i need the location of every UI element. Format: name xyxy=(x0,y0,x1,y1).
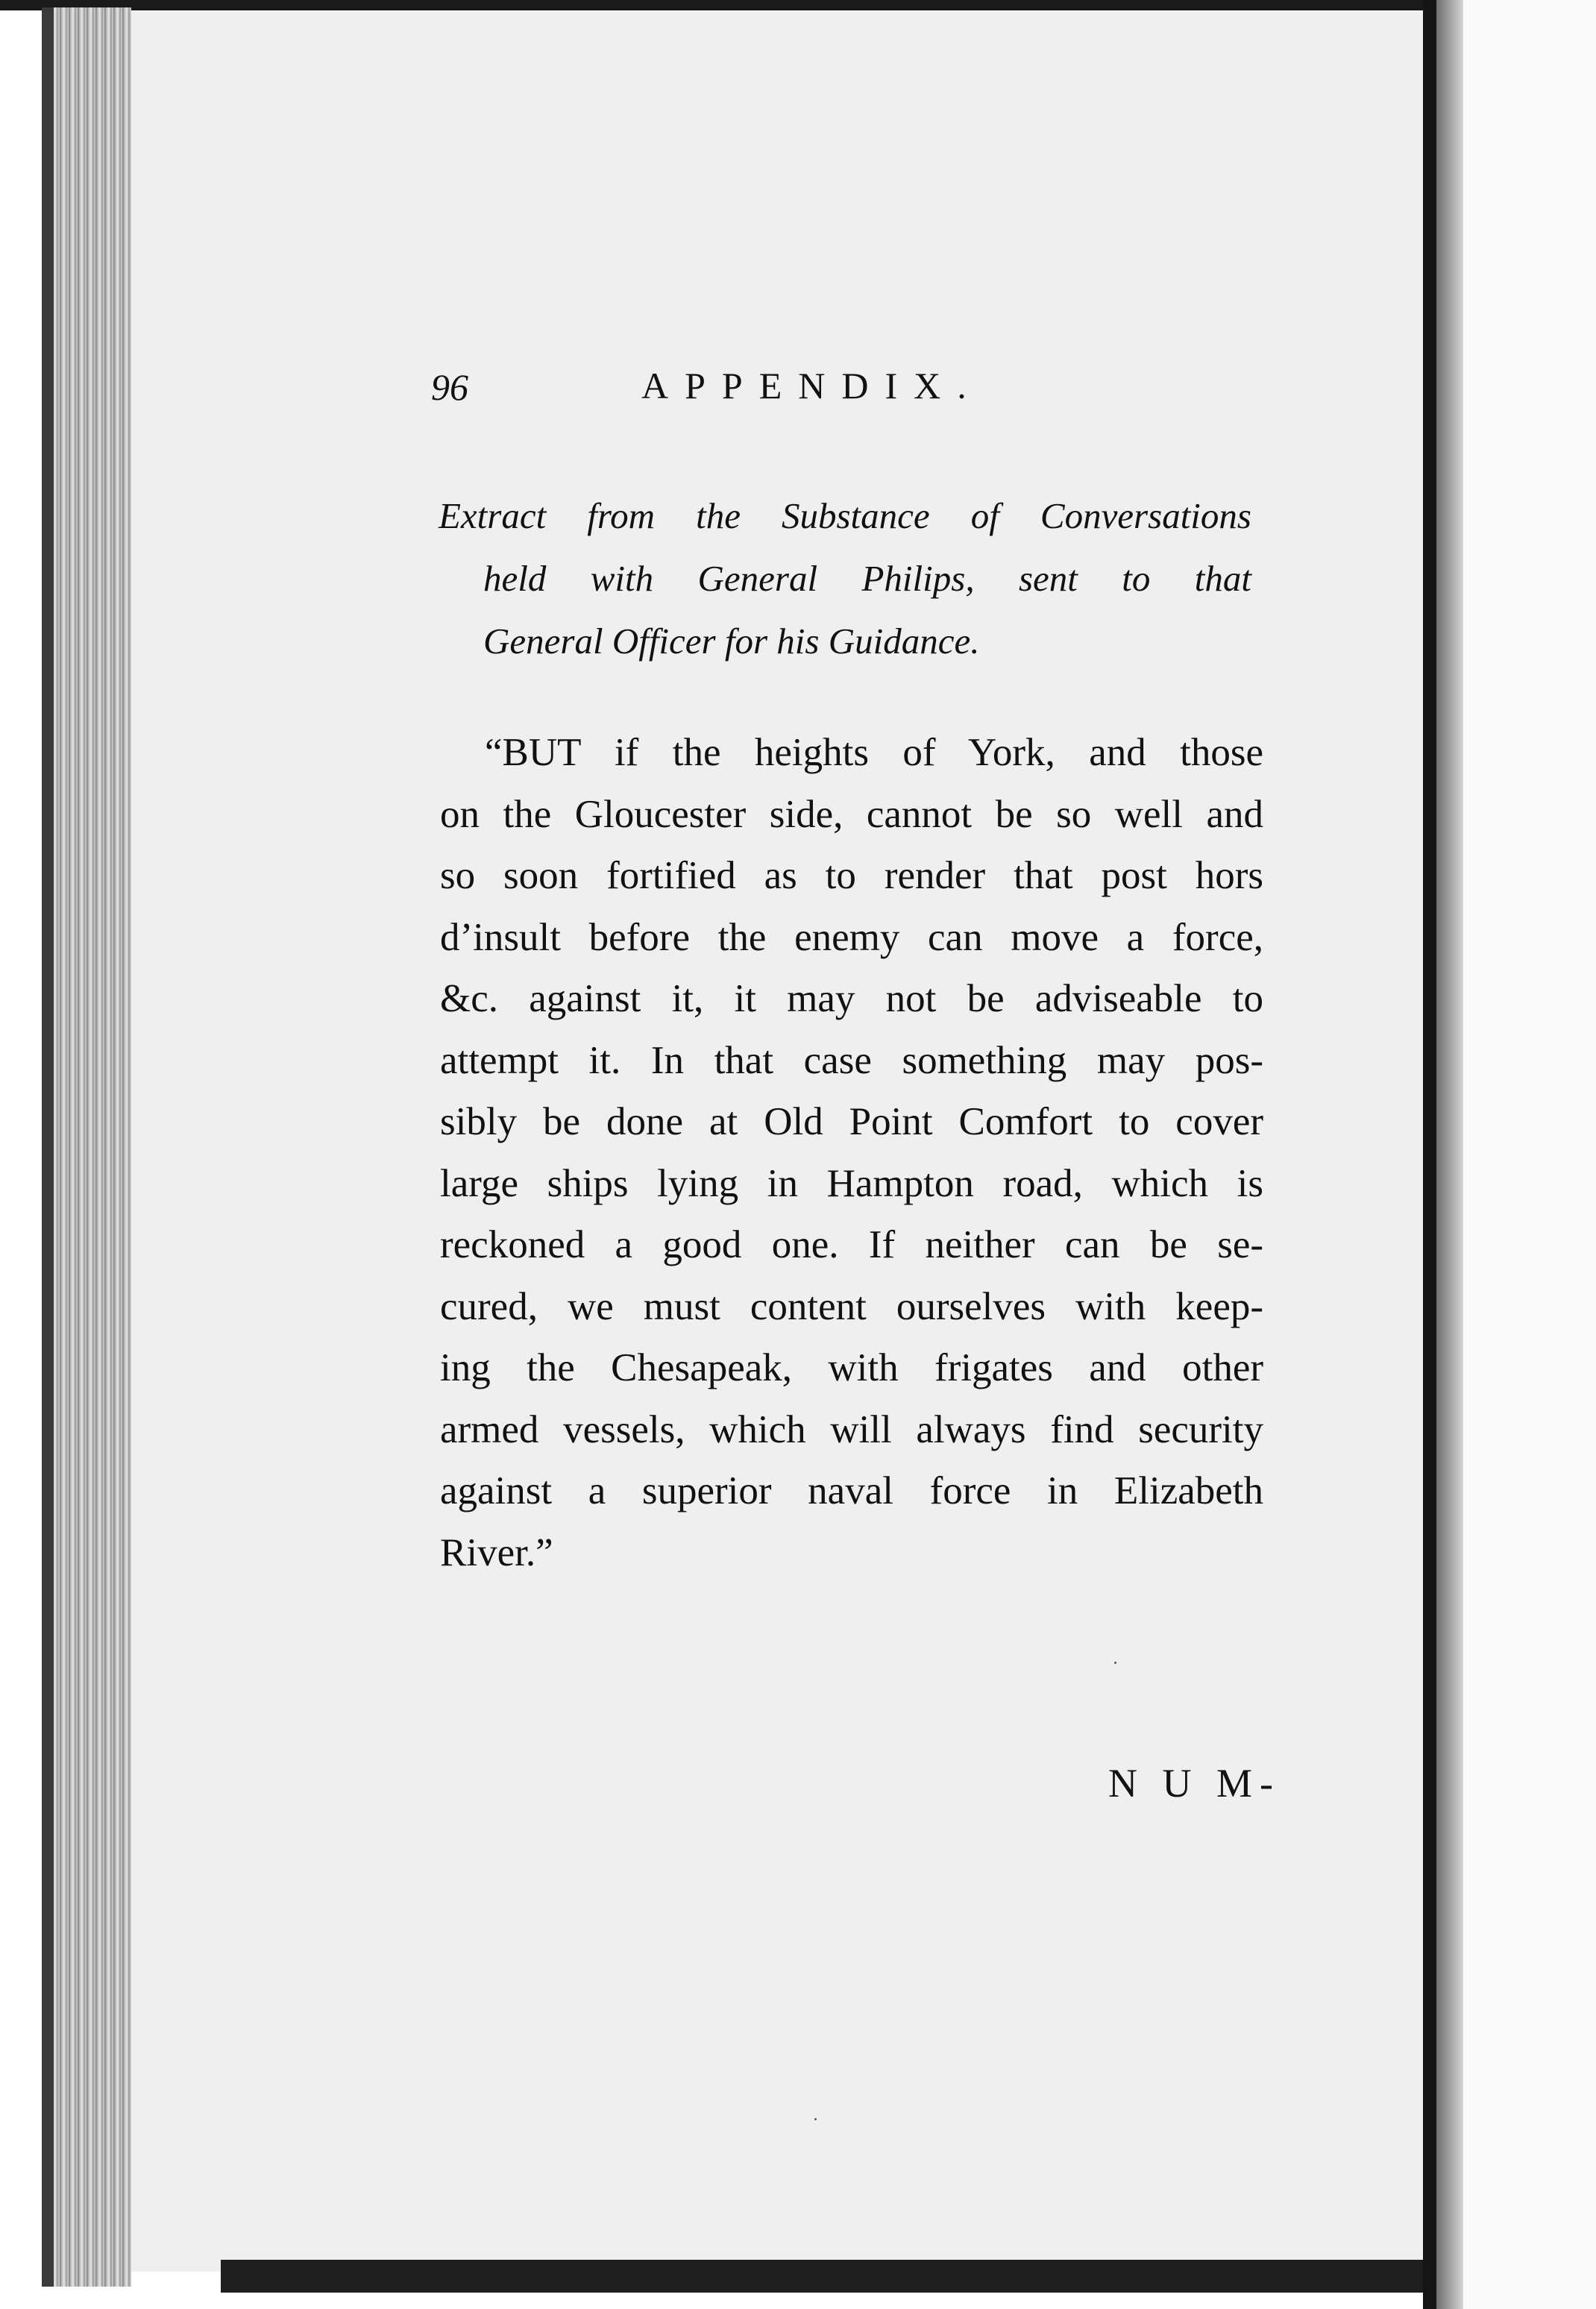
running-head: APPENDIX. xyxy=(641,365,983,406)
paper-speck xyxy=(1114,1662,1116,1664)
body-line: so soon fortified as to render that post hors xyxy=(440,854,1263,897)
heading-line: held with General Philips, sent to that xyxy=(483,558,1251,599)
body-line: ing the Chesapeak, with frigates and other xyxy=(440,1346,1263,1389)
body-text xyxy=(440,722,1263,1583)
body-line: attempt it. In that case something may pos- xyxy=(440,1038,1263,1082)
extract-heading xyxy=(439,485,1251,673)
page-bottom-shadow xyxy=(221,2260,1459,2293)
gutter-shade xyxy=(1436,0,1463,2309)
body-line: d’insult before the enemy can move a force, xyxy=(440,915,1263,959)
facing-page-edge xyxy=(1463,0,1596,2309)
book-gutter xyxy=(1423,0,1436,2309)
body-line: reckoned a good one. If neither can be se- xyxy=(440,1223,1263,1266)
body-line: River.” xyxy=(440,1530,553,1574)
body-line: armed vessels, which will always find security xyxy=(440,1407,1263,1451)
body-line: &c. against it, it may not be adviseable to xyxy=(440,977,1263,1020)
heading-line: Extract from the Substance of Conversations xyxy=(439,495,1251,536)
body-line: cured, we must content ourselves with keep- xyxy=(440,1284,1263,1328)
page-number: 96 xyxy=(431,366,468,408)
scan-border-top xyxy=(0,0,1596,10)
body-line: “BUT if the heights of York, and those xyxy=(485,731,1263,774)
paper-speck xyxy=(814,2118,817,2120)
heading-line: General Officer for his Guidance. xyxy=(483,621,980,662)
body-line: sibly be done at Old Point Comfort to cover xyxy=(440,1100,1263,1143)
page-edges xyxy=(42,7,131,2287)
body-line: on the Gloucester side, cannot be so well and xyxy=(440,792,1263,836)
catchword: N U M- xyxy=(1108,1761,1281,1806)
body-line: large ships lying in Hampton road, which is xyxy=(440,1161,1263,1205)
body-line: against a superior naval force in Elizabeth xyxy=(440,1469,1263,1512)
book-edge-shadow xyxy=(42,7,54,2287)
